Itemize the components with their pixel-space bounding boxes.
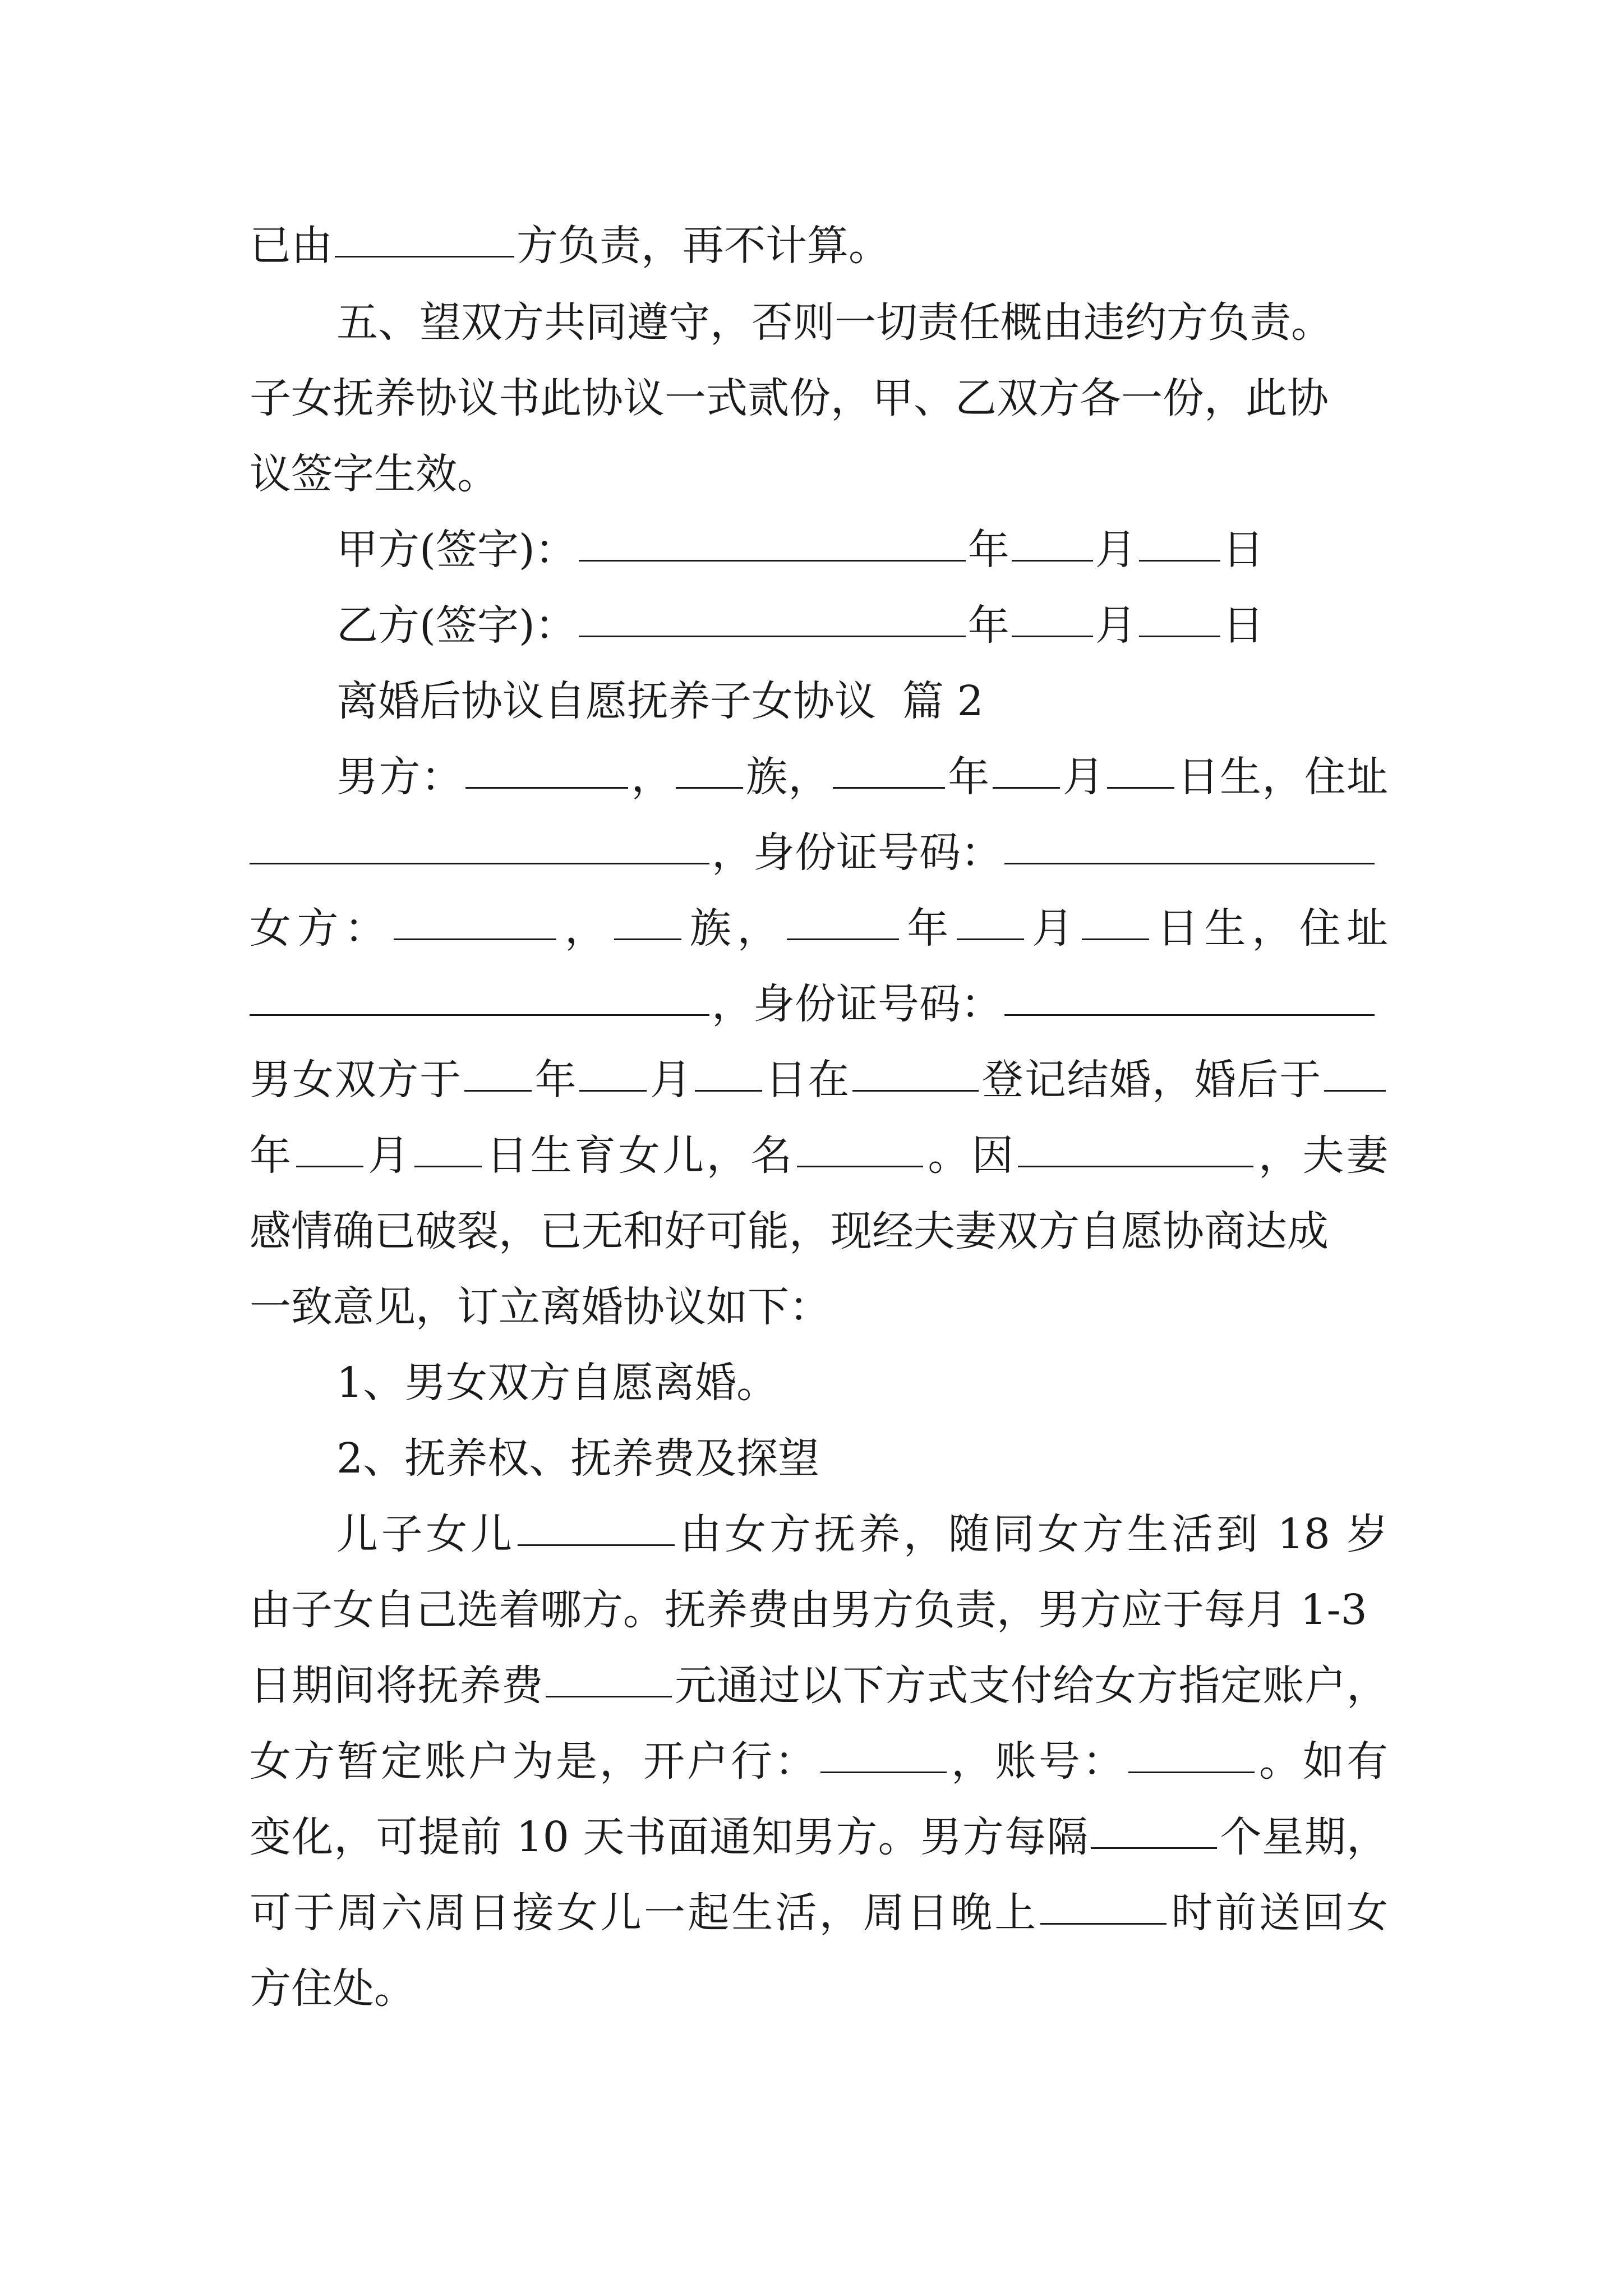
female-id-line [250, 965, 1388, 1043]
paragraph-line [336, 283, 1413, 362]
fill-blank [518, 1544, 675, 1546]
paragraph-line [250, 1722, 1388, 1801]
signature-line-party-b [336, 586, 1388, 665]
text: 方住处。 [250, 1964, 416, 2013]
fill-blank [250, 1014, 709, 1016]
text: 月 [649, 1056, 693, 1104]
text: 甲方(签字)： [336, 526, 577, 574]
fill-blank [335, 255, 514, 257]
fill-blank [414, 1165, 482, 1167]
text: 日期间将抚养费 [250, 1662, 544, 1710]
paragraph-line [250, 1268, 1388, 1346]
fill-blank [957, 938, 1024, 940]
list-item [336, 1343, 1388, 1422]
text: 元通过以下方式支付给女方指定账户， [674, 1662, 1388, 1710]
fill-blank [546, 1695, 672, 1697]
text: 族， [745, 753, 831, 801]
text: 月 [1062, 753, 1105, 801]
text: 日在 [764, 1056, 851, 1104]
fill-blank [1139, 559, 1220, 562]
text: 月 [365, 1131, 412, 1180]
text: 1、男女双方自愿离婚。 [336, 1359, 778, 1407]
text: ， [630, 753, 674, 801]
fill-blank [1012, 559, 1093, 562]
text: 日 [1222, 526, 1264, 574]
text: 男女双方于 [250, 1056, 462, 1104]
text: 日 [1222, 601, 1264, 650]
section-title [336, 662, 1388, 740]
fill-blank [614, 938, 681, 940]
fill-blank [579, 635, 966, 637]
text: 由子女自己选着哪方。抚养费由男方负责，男方应于每月 1-3 [250, 1586, 1367, 1634]
paragraph-line [250, 1798, 1388, 1876]
text: 已由 [250, 222, 333, 270]
fill-blank [695, 1089, 762, 1092]
paragraph-line [250, 1116, 1388, 1195]
fill-blank [1107, 786, 1174, 789]
fill-blank [1091, 1847, 1217, 1849]
fill-blank [579, 559, 966, 562]
paragraph-line [250, 1646, 1388, 1725]
fill-blank [579, 1089, 647, 1092]
paragraph-line [336, 1495, 1388, 1573]
text: 方负责，再不计算。 [517, 222, 890, 270]
text: 离婚后协议自愿抚养子女协议 篇 2 [336, 677, 984, 725]
list-item [336, 1419, 1388, 1498]
text: 月 [1095, 601, 1137, 650]
text: 日生，住址 [1177, 753, 1389, 801]
fill-blank [1018, 1165, 1253, 1167]
fill-blank [993, 786, 1060, 789]
male-info-line [336, 738, 1388, 816]
text: 身份证号码： [753, 829, 1002, 877]
text: 登记结婚，婚后于 [981, 1056, 1322, 1104]
paragraph-line [250, 359, 1388, 438]
text: 男方： [336, 753, 464, 801]
text: 。如有 [1257, 1737, 1388, 1786]
text: 月 [1026, 904, 1080, 953]
text: 日生育女儿，名 [483, 1131, 795, 1180]
text: 年 [967, 526, 1009, 574]
paragraph-line [250, 1571, 1388, 1649]
text: 女方暂定账户为是，开户行： [250, 1737, 818, 1786]
fill-blank [1139, 635, 1220, 637]
fill-blank [676, 786, 743, 789]
text: 族， [684, 904, 785, 953]
text: 年 [533, 1056, 578, 1104]
text: 感情确已破裂，已无和好可能，现经夫妻双方自愿协商达成 [250, 1207, 1329, 1255]
text: 身份证号码： [753, 980, 1002, 1028]
fill-blank [465, 786, 628, 789]
fill-blank [820, 1771, 947, 1773]
fill-blank [1324, 1089, 1386, 1092]
text: 可于周六周日接女儿一起生活，周日晚上 [250, 1889, 1039, 1937]
paragraph-line [250, 1949, 1388, 2028]
fill-blank [833, 786, 945, 789]
fill-blank [250, 862, 709, 864]
fill-blank [1082, 938, 1149, 940]
text: ， [712, 829, 753, 877]
fill-blank [797, 1165, 923, 1167]
female-info-line [250, 889, 1388, 968]
paragraph-line [250, 1874, 1388, 1952]
text: 议签字生效。 [250, 450, 499, 498]
signature-line-party-a [336, 510, 1388, 589]
text: 一致意见，订立离婚协议如下： [250, 1283, 831, 1331]
fill-blank [464, 1089, 532, 1092]
text: 年 [947, 753, 990, 801]
paragraph-line [250, 1192, 1388, 1271]
fill-blank [1128, 1771, 1255, 1773]
paragraph-line [250, 435, 1388, 513]
text: 子女抚养协议书此协议一式贰份，甲、乙双方各一份，此协 [250, 374, 1329, 422]
text: 年 [967, 601, 1009, 650]
text: ，账号： [949, 1737, 1126, 1786]
fill-blank [1004, 862, 1375, 864]
text: 由女方抚养，随同女方生活到 18 岁 [676, 1510, 1388, 1558]
text: ， [712, 980, 753, 1028]
fill-blank [394, 938, 556, 940]
text: 变化，可提前 10 天书面通知男方。男方每隔 [250, 1813, 1089, 1861]
fill-blank [787, 938, 899, 940]
text: 五、望双方共同遵守，否则一切责任概由违约方负责。 [336, 298, 1332, 347]
fill-blank [296, 1165, 363, 1167]
text: 。因 [925, 1131, 1016, 1180]
paragraph-line [250, 1041, 1388, 1119]
fill-blank [1040, 1922, 1166, 1925]
male-id-line [250, 813, 1388, 892]
text: 儿子女儿 [336, 1510, 515, 1558]
text: 女方： [250, 904, 392, 953]
text: 年 [250, 1131, 294, 1180]
text: 月 [1095, 526, 1137, 574]
fill-blank [1012, 635, 1093, 637]
text: ，夫妻 [1256, 1131, 1389, 1180]
text: 乙方(签字)： [336, 601, 577, 650]
text: 年 [901, 904, 955, 953]
text: ， [559, 904, 612, 953]
text: 日生，住址 [1151, 904, 1389, 953]
text: 个星期， [1219, 1813, 1388, 1861]
fill-blank [852, 1089, 979, 1092]
fill-blank [1004, 1014, 1375, 1016]
text: 时前送回女 [1169, 1889, 1389, 1937]
text: 2、抚养权、抚养费及探望 [336, 1434, 820, 1483]
paragraph-line [250, 206, 1388, 285]
